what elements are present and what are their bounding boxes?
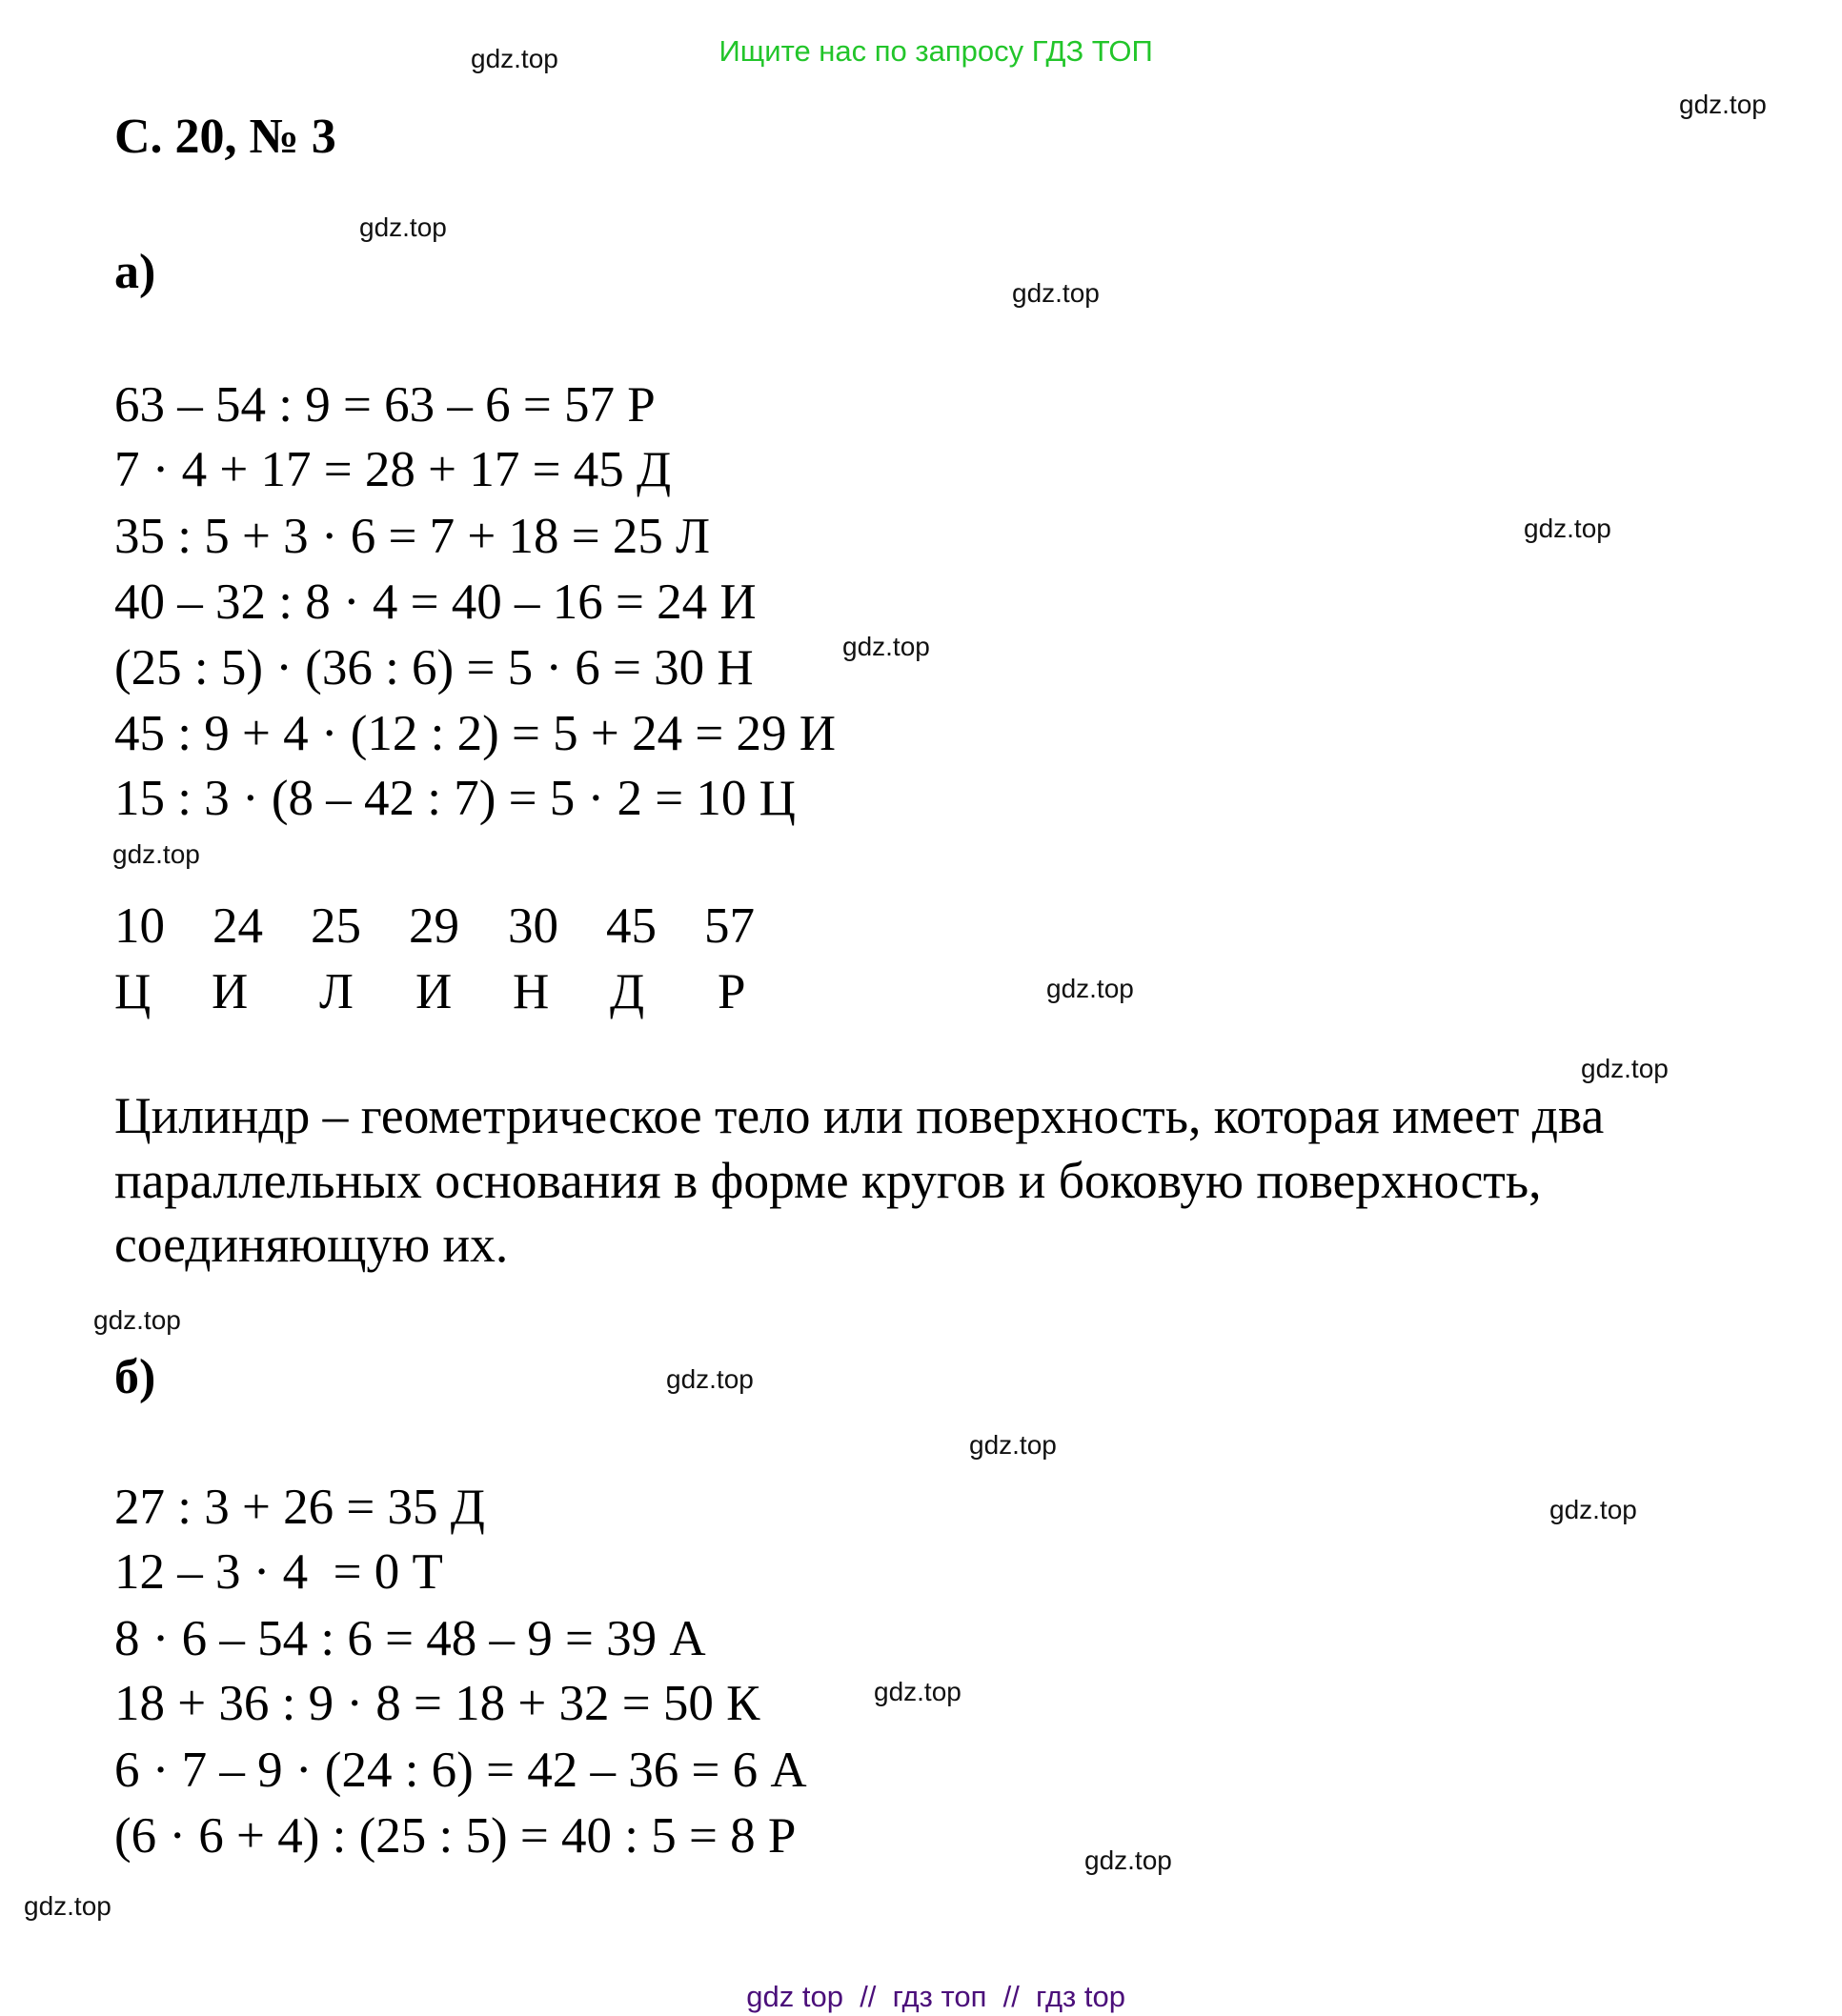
equation-line: 15 : 3 · (8 – 42 : 7) = 5 · 2 = 10 Ц — [114, 771, 796, 826]
definition-line: соединяющую их. — [114, 1216, 509, 1273]
watermark: gdz.top — [471, 44, 558, 73]
equation-line: 63 – 54 : 9 = 63 – 6 = 57 Р — [114, 377, 656, 433]
watermark: gdz.top — [969, 1430, 1057, 1460]
page-title: С. 20, № 3 — [114, 110, 336, 164]
equation-line: 6 · 7 – 9 · (24 : 6) = 42 – 36 = 6 А — [114, 1743, 807, 1798]
code-number: 30 — [508, 898, 558, 954]
watermark: gdz.top — [1549, 1495, 1637, 1524]
equation-line: 40 – 32 : 8 · 4 = 40 – 16 = 24 И — [114, 575, 757, 630]
code-number: 24 — [213, 898, 263, 954]
equation-line: 18 + 36 : 9 · 8 = 18 + 32 = 50 К — [114, 1676, 760, 1731]
watermark: gdz.top — [1581, 1054, 1669, 1083]
cylinder-definition — [114, 1084, 1791, 1278]
watermark: gdz.top — [24, 1891, 111, 1921]
definition-line: Цилиндр – геометрическое тело или поверхность, которая имеет два — [114, 1087, 1605, 1144]
watermark: gdz.top — [666, 1364, 754, 1394]
equation-line: 35 : 5 + 3 · 6 = 7 + 18 = 25 Л — [114, 509, 711, 564]
watermark: gdz.top — [1524, 514, 1611, 543]
watermark: gdz.top — [93, 1305, 181, 1335]
code-letter: Л — [319, 964, 354, 1019]
part-b-label: б) — [114, 1350, 156, 1404]
part-a-label: а) — [114, 245, 156, 299]
code-number: 10 — [114, 898, 165, 954]
code-letter: Р — [718, 964, 746, 1019]
code-number: 29 — [409, 898, 459, 954]
watermark: gdz.top — [1679, 90, 1767, 119]
code-number: 25 — [311, 898, 361, 954]
equation-line: 45 : 9 + 4 · (12 : 2) = 5 + 24 = 29 И — [114, 706, 836, 761]
equation-line: 12 – 3 · 4 = 0 Т — [114, 1544, 443, 1600]
search-banner-text: Ищите нас по запросу ГДЗ ТОП — [719, 34, 1153, 68]
watermark: gdz.top — [842, 632, 930, 661]
watermark: gdz.top — [1046, 974, 1134, 1003]
watermark: gdz.top — [874, 1677, 961, 1706]
code-number: 57 — [704, 898, 755, 954]
equation-line: 7 · 4 + 17 = 28 + 17 = 45 Д — [114, 442, 672, 497]
code-letter: И — [415, 964, 453, 1019]
code-letter: Н — [513, 964, 550, 1019]
definition-line: параллельных основания в форме кругов и боковую поверхность, — [114, 1151, 1542, 1209]
code-letter: Д — [610, 964, 645, 1019]
code-number: 45 — [606, 898, 657, 954]
code-letter: Ц — [114, 964, 152, 1019]
footer-links[interactable] — [0, 1940, 1842, 2013]
code-letter: И — [212, 964, 249, 1019]
watermark: gdz.top — [359, 212, 447, 242]
watermark: gdz.top — [1012, 278, 1100, 308]
equation-line: (6 · 6 + 4) : (25 : 5) = 40 : 5 = 8 Р — [114, 1808, 797, 1864]
equation-line: 27 : 3 + 26 = 35 Д — [114, 1480, 485, 1535]
equation-line: (25 : 5) · (36 : 6) = 5 · 6 = 30 Н — [114, 640, 754, 696]
watermark: gdz.top — [112, 839, 200, 869]
watermark: gdz.top — [1084, 1845, 1172, 1875]
footer-text: gdz top // гдз топ // гдз top — [746, 1980, 1125, 2013]
equation-line: 8 · 6 – 54 : 6 = 48 – 9 = 39 А — [114, 1611, 706, 1666]
